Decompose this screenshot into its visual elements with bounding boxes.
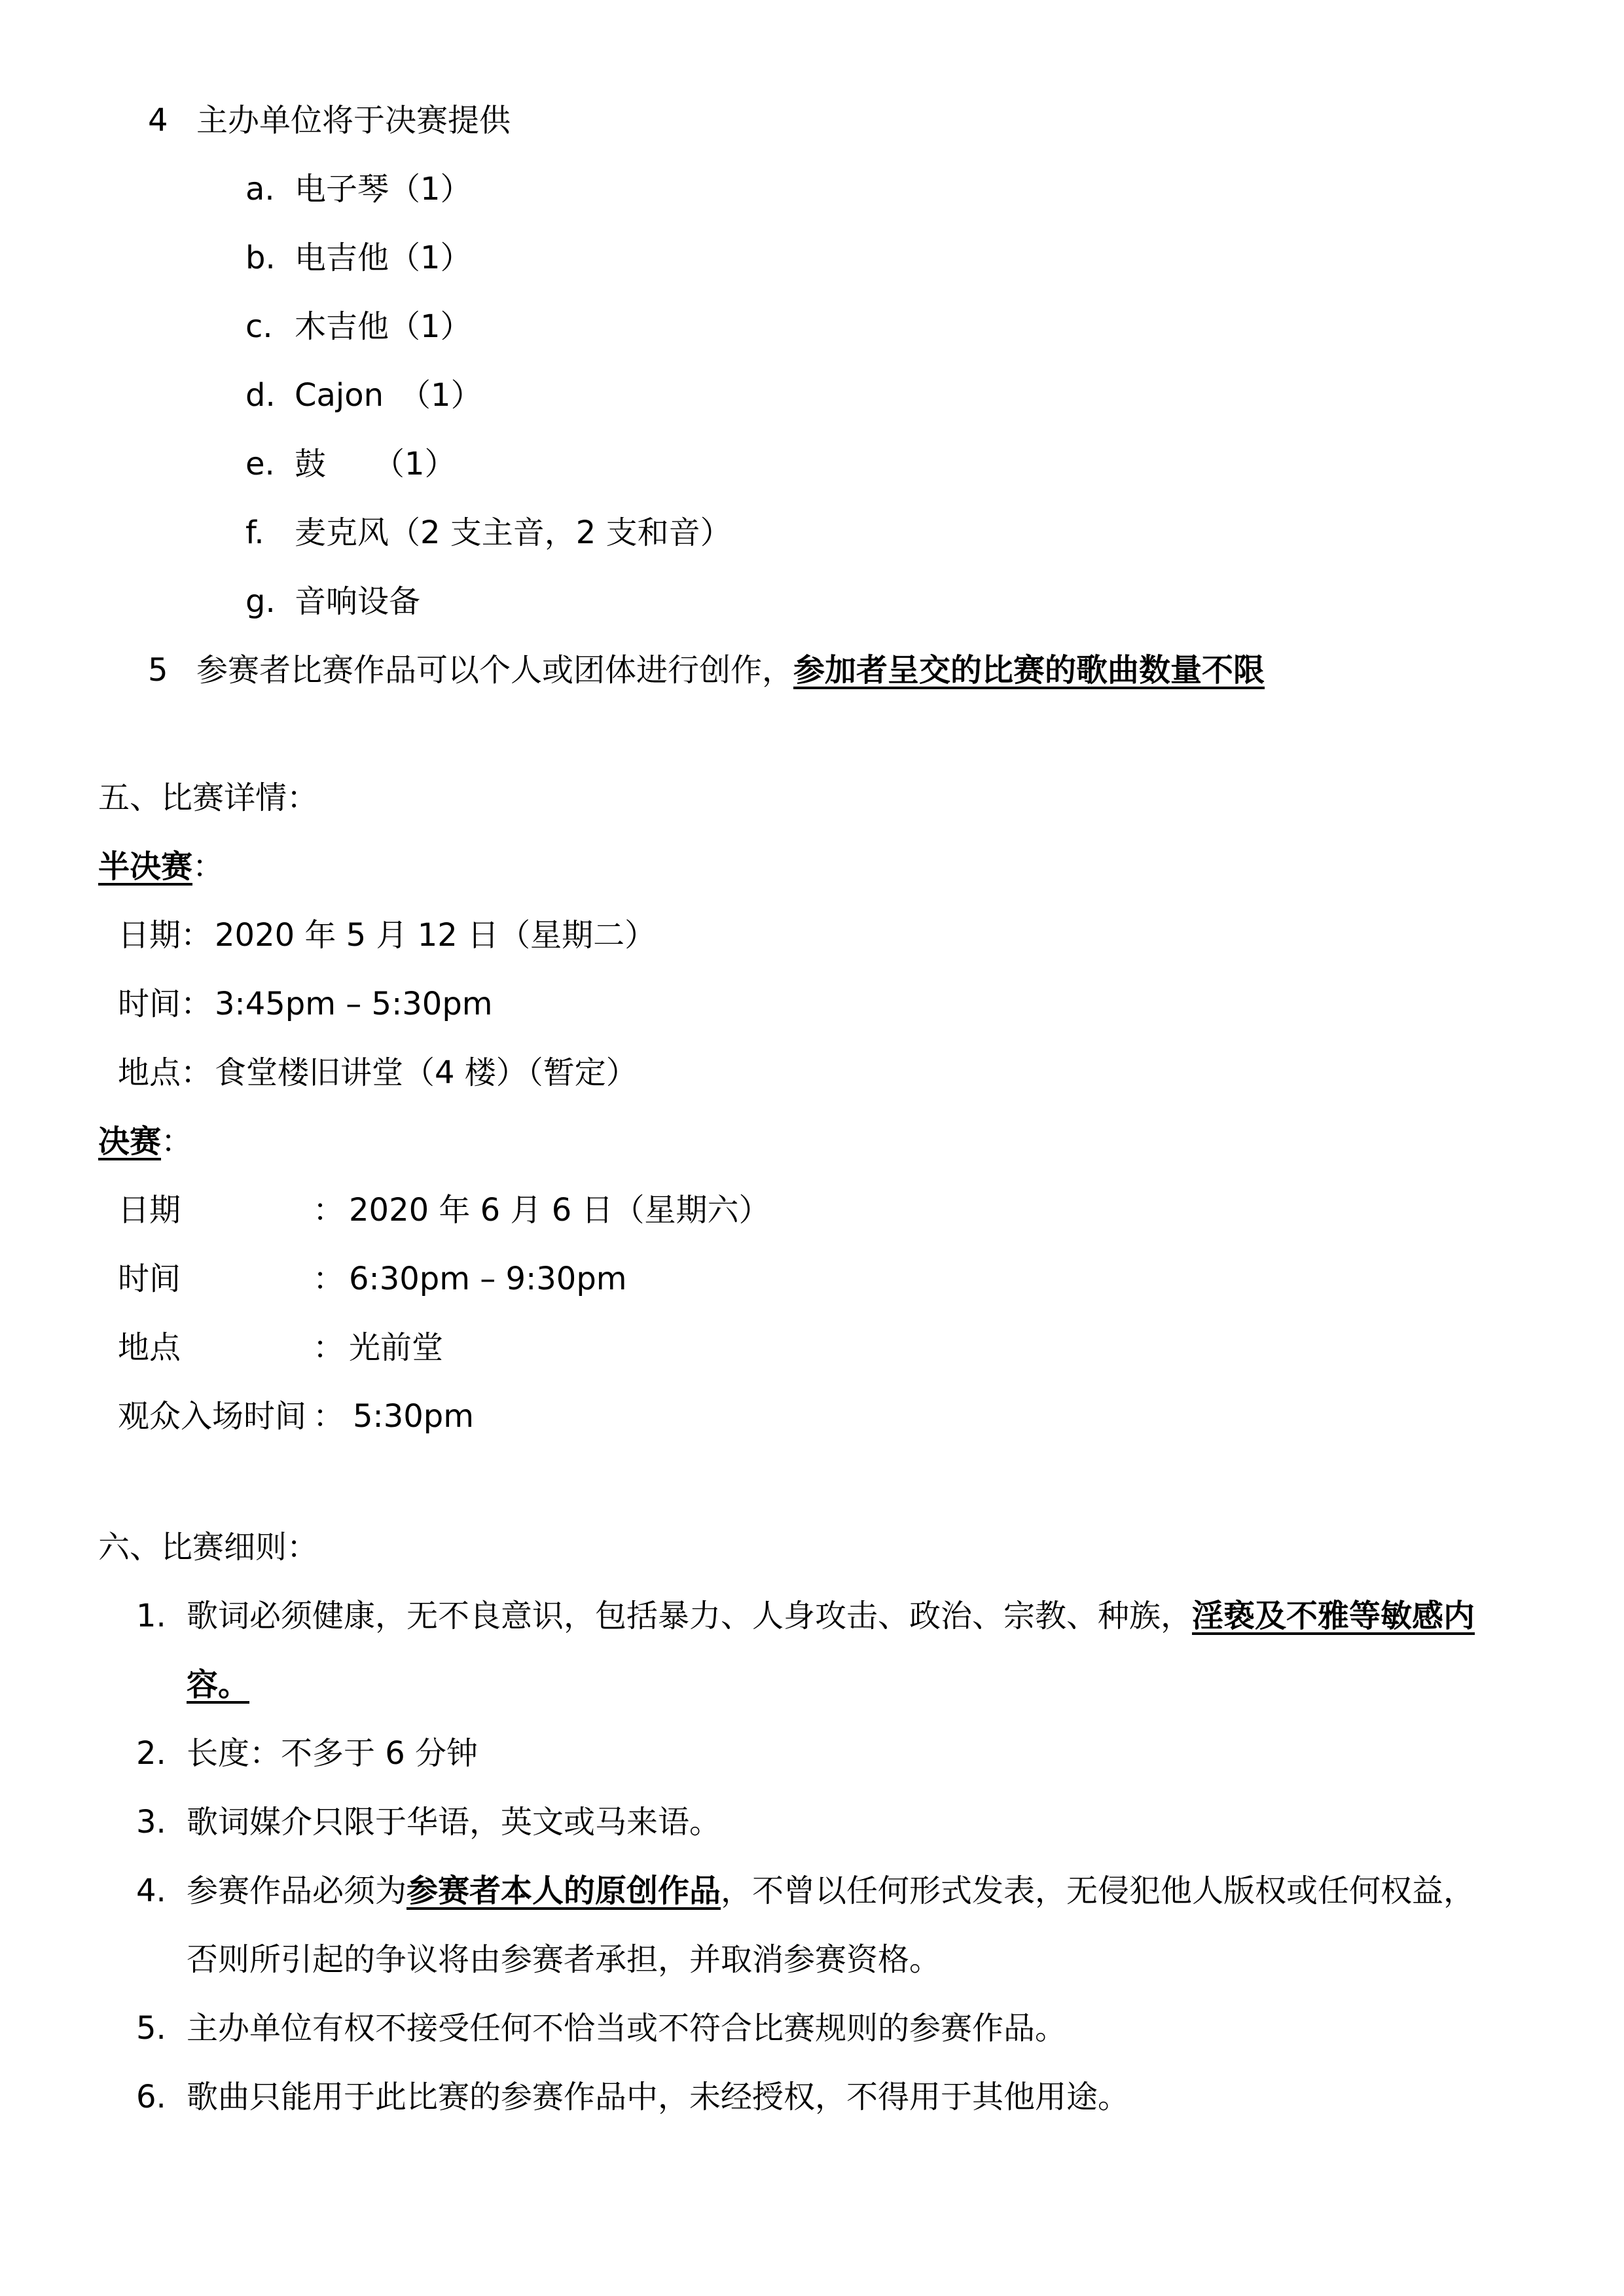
rule-text bbox=[187, 1875, 1475, 1907]
sub-item-marker: c. bbox=[245, 308, 273, 345]
semifinal-title bbox=[98, 848, 225, 885]
rule-text-plain: 参赛作品必须为 bbox=[187, 1873, 407, 1909]
item-text-plain: 参赛者比赛作品可以个人或团体进行创作， bbox=[196, 652, 794, 689]
rule-number: 3. bbox=[136, 1804, 166, 1840]
detail-value: 光前堂 bbox=[349, 1329, 444, 1366]
rule-text bbox=[187, 1600, 1475, 1632]
sub-item-marker: a. bbox=[245, 171, 275, 207]
sub-item-marker: b. bbox=[245, 240, 276, 276]
detail-label: 地点： bbox=[118, 1054, 213, 1091]
sub-item-marker: d. bbox=[245, 377, 276, 414]
rule-number: 5. bbox=[136, 2010, 166, 2047]
sub-item-marker: e. bbox=[245, 446, 275, 482]
sub-item-text: 音响设备 bbox=[295, 583, 421, 620]
item-text: 主办单位将于决赛提供 bbox=[196, 102, 511, 139]
detail-value: 6:30pm – 9:30pm bbox=[349, 1261, 627, 1297]
detail-label: 日期： bbox=[118, 917, 213, 954]
item-text bbox=[196, 652, 1265, 689]
detail-value: 3:45pm – 5:30pm bbox=[215, 986, 493, 1022]
detail-separator: ： bbox=[313, 1261, 345, 1297]
detail-label: 日期 bbox=[118, 1192, 181, 1229]
rule-number: 4. bbox=[136, 1873, 166, 1909]
item-number: 5 bbox=[148, 652, 168, 689]
sub-item-marker: g. bbox=[245, 583, 276, 620]
rule-text-continuation: 否则所引起的争议将由参赛者承担，并取消参赛资格。 bbox=[187, 1941, 941, 1978]
detail-separator: ： bbox=[313, 1192, 345, 1229]
detail-separator: ： bbox=[313, 1398, 345, 1435]
rule-text: 歌词媒介只限于华语，英文或马来语。 bbox=[187, 1804, 721, 1840]
final-colon: ： bbox=[161, 1123, 193, 1160]
sub-item-text: Cajon （1） bbox=[295, 377, 482, 414]
detail-separator: ： bbox=[313, 1329, 345, 1366]
sub-item-text: 木吉他（1） bbox=[295, 308, 472, 345]
rule-number: 6. bbox=[136, 2079, 166, 2115]
final-title bbox=[98, 1123, 193, 1160]
item-text-emphasis: 参加者呈交的比赛的歌曲数量不限 bbox=[793, 652, 1265, 689]
sub-item-marker: f. bbox=[245, 514, 264, 551]
rule-text-plain: ，不曾以任何形式发表，无侵犯他人版权或任何权益， bbox=[721, 1873, 1475, 1909]
detail-value: 2020 年 6 月 6 日（星期六） bbox=[349, 1192, 770, 1229]
sub-item-text: 电吉他（1） bbox=[295, 240, 472, 276]
detail-label: 地点 bbox=[118, 1329, 181, 1366]
final-label: 决赛 bbox=[98, 1123, 162, 1160]
section-heading: 六、比赛细则： bbox=[98, 1529, 319, 1566]
detail-label: 时间 bbox=[118, 1261, 181, 1297]
item-number: 4 bbox=[148, 102, 168, 139]
rule-text: 主办单位有权不接受任何不恰当或不符合比赛规则的参赛作品。 bbox=[187, 2010, 1067, 2047]
section-heading: 五、比赛详情： bbox=[98, 780, 319, 816]
rule-text-emphasis: 参赛者本人的原创作品 bbox=[406, 1873, 721, 1909]
sub-item-text: 鼓 （1） bbox=[295, 446, 456, 482]
sub-item-text: 电子琴（1） bbox=[295, 171, 472, 207]
semifinal-colon: ： bbox=[192, 848, 225, 885]
detail-value: 2020 年 5 月 12 日（星期二） bbox=[215, 917, 657, 954]
sub-item-text: 麦克风（2 支主音，2 支和音） bbox=[295, 514, 732, 551]
rule-number: 1. bbox=[136, 1598, 166, 1634]
detail-value: 食堂楼旧讲堂（4 楼）（暂定） bbox=[215, 1054, 638, 1091]
semifinal-label: 半决赛 bbox=[98, 848, 193, 885]
rule-text-emphasis: 淫亵及不雅等敏感内 bbox=[1192, 1598, 1475, 1634]
detail-label: 时间： bbox=[118, 986, 213, 1022]
rule-text-plain: 歌词必须健康，无不良意识，包括暴力、人身攻击、政治、宗教、种族， bbox=[187, 1598, 1193, 1634]
rule-text: 长度：不多于 6 分钟 bbox=[187, 1735, 478, 1772]
detail-value: 5:30pm bbox=[353, 1398, 475, 1435]
detail-label: 观众入场时间 bbox=[118, 1398, 307, 1435]
rule-number: 2. bbox=[136, 1735, 166, 1772]
rule-text: 歌曲只能用于此比赛的参赛作品中，未经授权，不得用于其他用途。 bbox=[187, 2079, 1130, 2115]
rule-text-continuation: 容。 bbox=[187, 1666, 250, 1703]
